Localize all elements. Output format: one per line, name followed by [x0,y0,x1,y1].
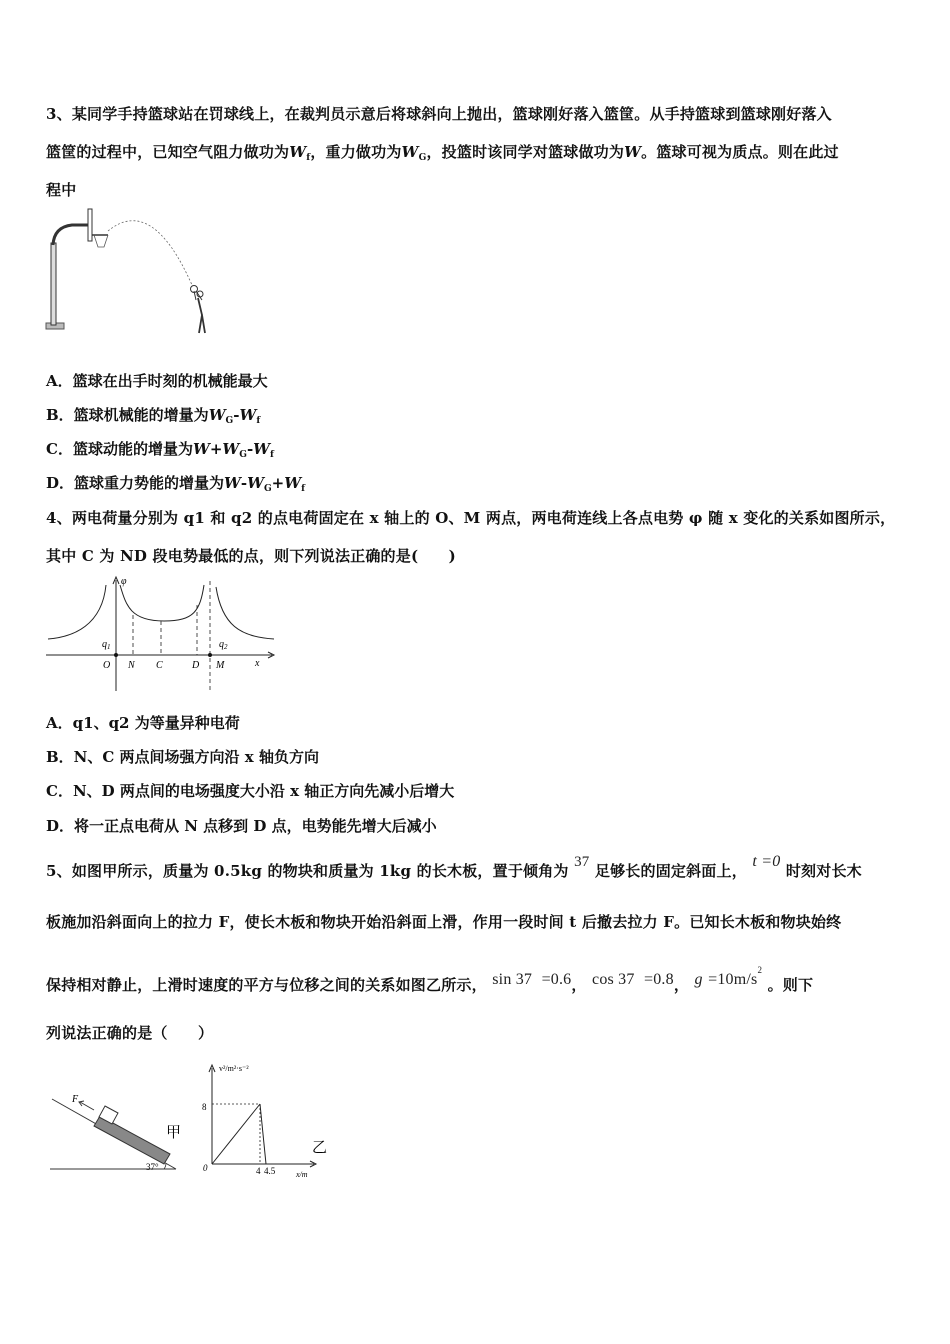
q5-line4: 列说法正确的是（ ） [46,1024,214,1042]
q4-option-d: D．将一正点电荷从 N 点移到 D 点，电势能先增大后减小 [46,817,437,835]
origin-label: 0 [203,1163,208,1173]
q1-label: $q_1$ [102,639,111,651]
q3-line2: 篮筐的过程中，已知空气阻力做功为$W_f$，重力做功为$W_G$，投篮时该同学对篮球做功为W。篮球可视为质点。则在此过 [46,143,839,163]
angle-label: 37° [146,1162,159,1172]
y-axis-label: v²/m²·s⁻² [219,1064,249,1073]
v2-x-graph [196,1060,331,1180]
x-tick-4: 4 [256,1166,261,1176]
x-axis-label: x [255,658,260,669]
point-o-label: O [103,660,111,671]
basketball-figure [42,205,222,340]
incline-figure [48,1092,193,1177]
q4-option-a: A．q1、q2 为等量异种电荷 [46,714,240,732]
point-c-label: C [156,660,163,671]
q3-option-c: C．篮球动能的增量为$W+W_G-W_f$ [46,440,274,460]
q5-line1: 5、如图甲所示，质量为 0.5kg 的物块和质量为 1kg 的长木板，置于倾角为 37 足够长的固定斜面上， t =0 时刻对长木 [46,853,862,880]
q4-option-b: B．N、C 两点间场强方向沿 x 轴负方向 [46,748,319,766]
q4-line2: 其中 C 为 ND 段电势最低的点，则下列说法正确的是( ) [46,547,456,565]
q4-option-c: C．N、D 两点间的电场强度大小沿 x 轴正方向先减小后增大 [46,782,455,800]
point-m-label: M [216,660,225,671]
q5-line3: 保持相对静止，上滑时速度的平方与位移之间的关系如图乙所示， sin 37 =0.6， cos 37 =0.8， $g =10m/s^2$ 。则下 [46,965,814,994]
x-axis-label: x/m [296,1170,308,1179]
figure-yi-label: 乙 [312,1140,328,1156]
q5-line2: 板施加沿斜面向上的拉力 F，使长木板和物块开始沿斜面上滑，作用一段时间 t 后撤去拉力 F。已知长木板和物块始终 [46,913,842,931]
point-d-label: D [192,660,200,671]
y-tick-8: 8 [202,1102,207,1112]
q4-line1: 4、两电荷量分别为 q1 和 q2 的点电荷固定在 x 轴上的 O、M 两点，两电荷连线上各点电势 φ 随 x 变化的关系如图所示， [46,509,896,527]
phi-axis-label: φ [121,576,127,587]
force-f-label: F [72,1094,79,1105]
q3-line1: 3、某同学手持篮球站在罚球线上，在裁判员示意后将球斜向上抛出，篮球刚好落入篮筐。从手持篮球到篮球刚好落入 [46,105,832,123]
potential-graph [44,575,279,693]
q3-option-a: A．篮球在出手时刻的机械能最大 [46,372,268,390]
q3-line3: 程中 [46,181,77,199]
figure-jia-label: 甲 [166,1125,182,1141]
q3-option-d: D．篮球重力势能的增量为$W-W_G+W_f$ [46,474,305,494]
q3-option-b: B．篮球机械能的增量为$W_G-W_f$ [46,406,261,426]
point-n-label: N [128,660,135,671]
q2-label: $q_2$ [219,639,228,651]
x-tick-4-5: 4.5 [264,1166,276,1176]
